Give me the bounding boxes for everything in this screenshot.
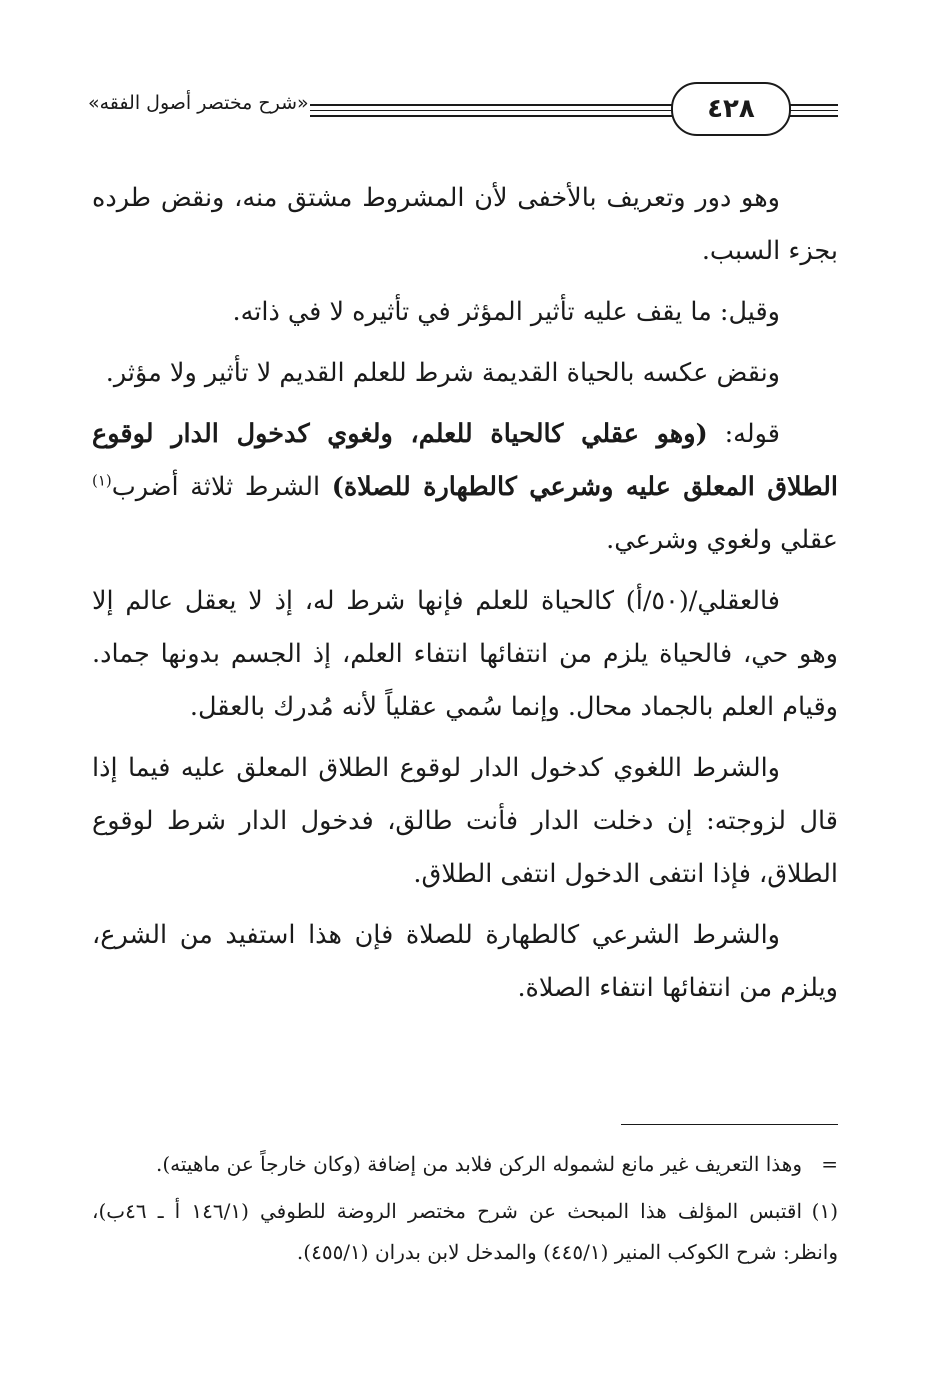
page-header: [88, 82, 838, 138]
paragraph: ونقض عكسه بالحياة القديمة شرط للعلم القديم لا تأثير ولا مؤثر.: [105, 358, 780, 388]
page-number: ٤٢٨: [707, 94, 755, 124]
footnote-text: اقتبس المؤلف هذا المبحث عن شرح مختصر الروضة للطوفي (١٤٦/١ أ ـ ٤٦ب)، وانظر: شرح الكوكب المنير (٤٤٥/١) والمدخل لابن بدران (٤٥٥/١).: [92, 1199, 838, 1264]
footnote-mark: (١): [811, 1199, 838, 1223]
paragraph: وهو دور وتعريف بالأخفى لأن المشروط مشتق منه، ونقض طرده بجزء السبب.: [92, 183, 838, 266]
main-text: [92, 172, 838, 1023]
paragraph-text: الشرط ثلاثة أضرب: [111, 472, 332, 502]
paragraph: وقيل: ما يقف عليه تأثير المؤثر في تأثيره لا في ذاته.: [232, 297, 780, 327]
footnote-mark: =: [821, 1152, 838, 1176]
page-number-badge: [671, 82, 791, 136]
paragraph: [92, 408, 838, 567]
footnotes: [92, 1144, 838, 1279]
quote-lead: قوله:: [707, 419, 780, 449]
quoted-text: (وهو عقلي كالحياة للعلم، ولغوي كدخول الدار لوقوع الطلاق المعلق عليه وشرعي كالطهارة للصلاة): [92, 419, 839, 502]
footnote-separator: [621, 1124, 838, 1125]
paragraph-text: عقلي ولغوي وشرعي.: [606, 525, 838, 555]
footnote-continuation: [92, 1144, 838, 1185]
footnote-reference[interactable]: (١): [92, 471, 112, 490]
footnote: [92, 1191, 838, 1273]
paragraph: والشرط الشرعي كالطهارة للصلاة فإن هذا استفيد من الشرع، ويلزم من انتفائها انتفاء الصلاة.: [92, 920, 838, 1003]
paragraph: فالعقلي/(٥٠/أ) كالحياة للعلم فإنها شرط له، إذ لا يعقل عالم إلا وهو حي، فالحياة يلزم من انتفائها انتفاء العلم، إذ الجسم بدونها جماد. وقيام العلم بالجماد محال. وإنما سُمي عقلياً لأنه مُدرك بالعقل.: [92, 586, 838, 722]
footnote-text: وهذا التعريف غير مانع لشموله الركن فلابد من إضافة (وكان خارجاً عن ماهيته).: [155, 1152, 802, 1176]
paragraph: والشرط اللغوي كدخول الدار لوقوع الطلاق المعلق عليه فيما إذا قال لزوجته: إن دخلت الدار فأنت طالق، فدخول الدار شرط لوقوع الطلاق، فإذا انتفى الدخول انتفى الطلاق.: [92, 753, 838, 889]
header-rule-right: [788, 104, 838, 121]
running-title: «شرح مختصر أصول الفقه»: [88, 92, 309, 114]
